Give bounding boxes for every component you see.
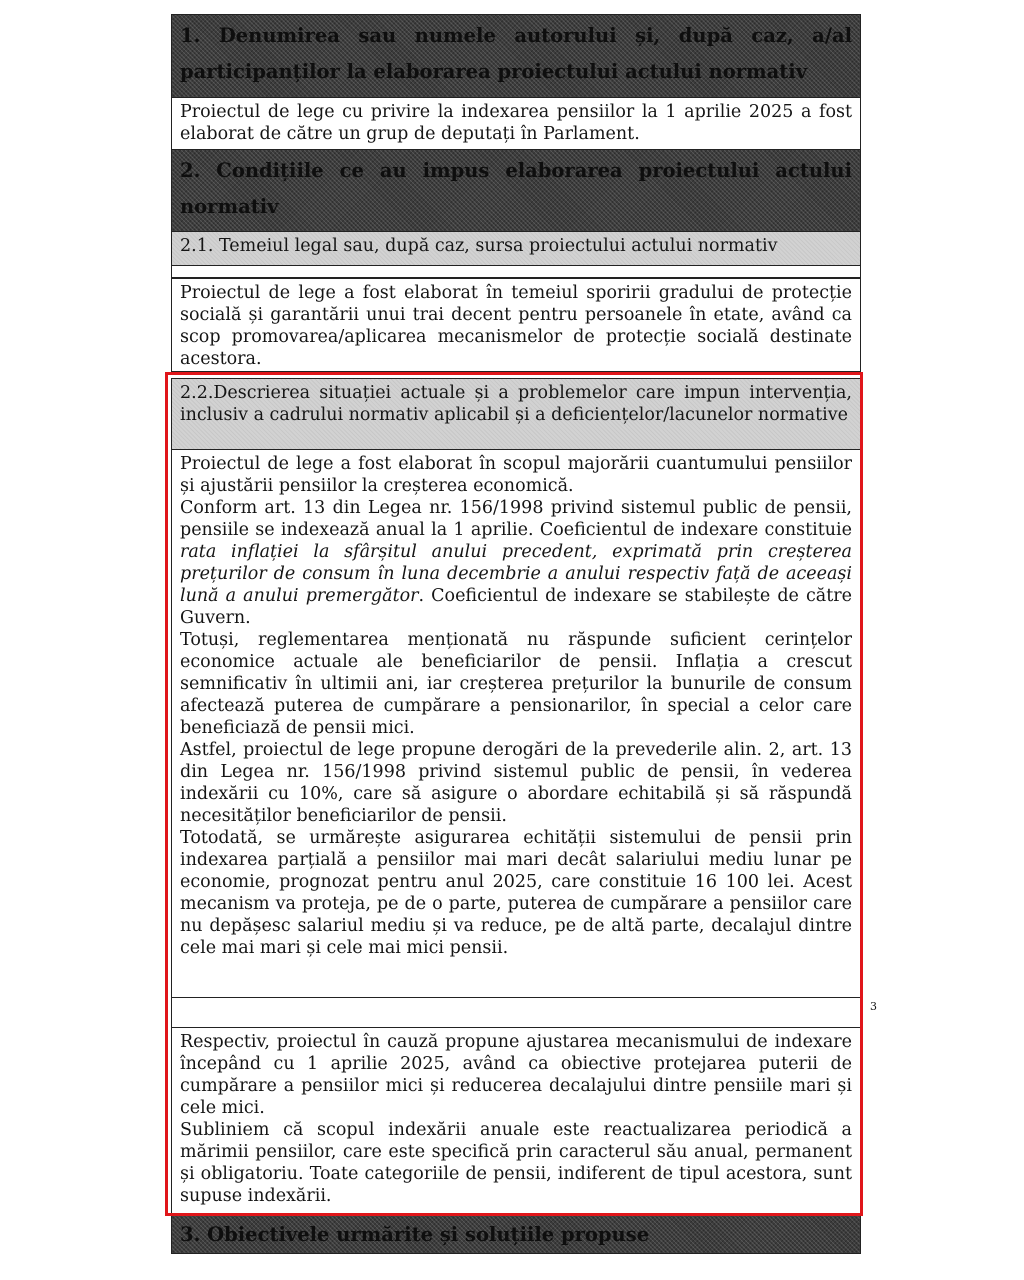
paragraph-purpose: Proiectul de lege a fost elaborat în scopul majorării cuantumului pensiilor și ajustării pensiilor la creșterea economică. [180, 454, 852, 496]
paragraph-proposal: Astfel, proiectul de lege propune derogări de la prevederile alin. 2, art. 13 din Legea nr. 156/1998 privind sistemul public de pensii, în vederea indexării cu 10%, care să asigure o abordare echitabilă și să răspundă necesităților beneficiarilor de pensii. [180, 740, 852, 826]
paragraph-adjustment: Respectiv, proiectul în cauză propune ajustarea mecanismului de indexare începând cu 1 aprilie 2025, având ca obiective protejarea puterii de cumpărare a pensiilor mici și reducerea decalajului dintre pensiile mari și cele mici. [180, 1032, 852, 1118]
section-1-body [171, 98, 861, 150]
section-2-1-header [171, 232, 861, 266]
highlight-box [165, 372, 863, 1216]
legal-basis-text: Conform art. 13 din Legea nr. 156/1998 privind sistemul public de pensii, pensiile se indexează anual la 1 aprilie. Coeficientul de indexare constituie [180, 498, 852, 540]
section-2-1-text: Proiectul de lege a fost elaborat în temeiul sporirii gradului de protecție socială și garantării unui trai decent pentru persoanele în etate, având ca scop promovarea/aplicarea mecanismelor de protecție socială destinate acestora. [180, 283, 852, 369]
section-3-title: 3. Obiectivele urmărite și soluțiile propuse [180, 1223, 650, 1246]
paragraph-equity: Totodată, se urmărește asigurarea echității sistemului de pensii prin indexarea parțială a pensiilor mai mari decât salariului mediu lunar pe economie, prognozat pentru anul 2025, care constituie 16 100 lei. Acest mecanism va proteja, pe de o parte, puterea de cumpărare a pensiilor care nu depășesc salariul mediu și va reduce, pe de altă parte, decalajul dintre cele mai mari și cele mai mici pensii. [180, 828, 852, 958]
paragraph-problem: Totuși, reglementarea menționată nu răspunde suficient cerințelor economice actuale ale beneficiarilor de pensii. Inflația a crescut semnificativ în ultimii ani, iar creșterea prețurilor la bunurile de consum afectează puterea de cumpărare a pensionarilor, în special a celor care beneficiază de pensii mici. [180, 630, 852, 738]
section-2-header [171, 150, 861, 232]
section-3-header [171, 1214, 861, 1254]
spacer-row [171, 266, 861, 278]
section-1-title: 1. Denumirea sau numele autorului și, după caz, a/al participanților la elaborarea proiectului actului normativ [180, 24, 852, 83]
section-2-1-title: 2.1. Temeiul legal sau, după caz, sursa proiectului actului normativ [180, 236, 778, 256]
section-2-title: 2. Condițiile ce au impus elaborarea proiectului actului normativ [180, 159, 852, 218]
page-number: 3 [870, 1000, 877, 1013]
section-2-1-body [171, 278, 861, 372]
legal-basis-end: . Coeficientul de indexare se stabilește de către Guvern. [180, 586, 852, 628]
section-1-text: Proiectul de lege cu privire la indexarea pensiilor la 1 aprilie 2025 a fost elaborat de către un grup de deputați în Parlament. [180, 102, 852, 144]
inflation-definition: rata inflației la sfârșitul anului precedent, exprimată prin creșterea prețurilor de consum în luna decembrie a anului respectiv față de aceeași lună a anului premergător [180, 542, 852, 606]
paragraph-indexation-scope: Subliniem că scopul indexării anuale este reactualizarea periodică a mărimii pensiilor, care este specifică prin caracterul său anual, permanent și obligatoriu. Toate categoriile de pensii, indiferent de tipul acestora, sunt supuse indexării. [180, 1120, 852, 1206]
section-1-header [171, 14, 861, 98]
section-2-2-title: 2.2.Descrierea situației actuale și a problemelor care impun intervenția, inclusiv a cadrului normativ aplicabil și a deficiențelor/lacunelor normative [180, 383, 852, 425]
